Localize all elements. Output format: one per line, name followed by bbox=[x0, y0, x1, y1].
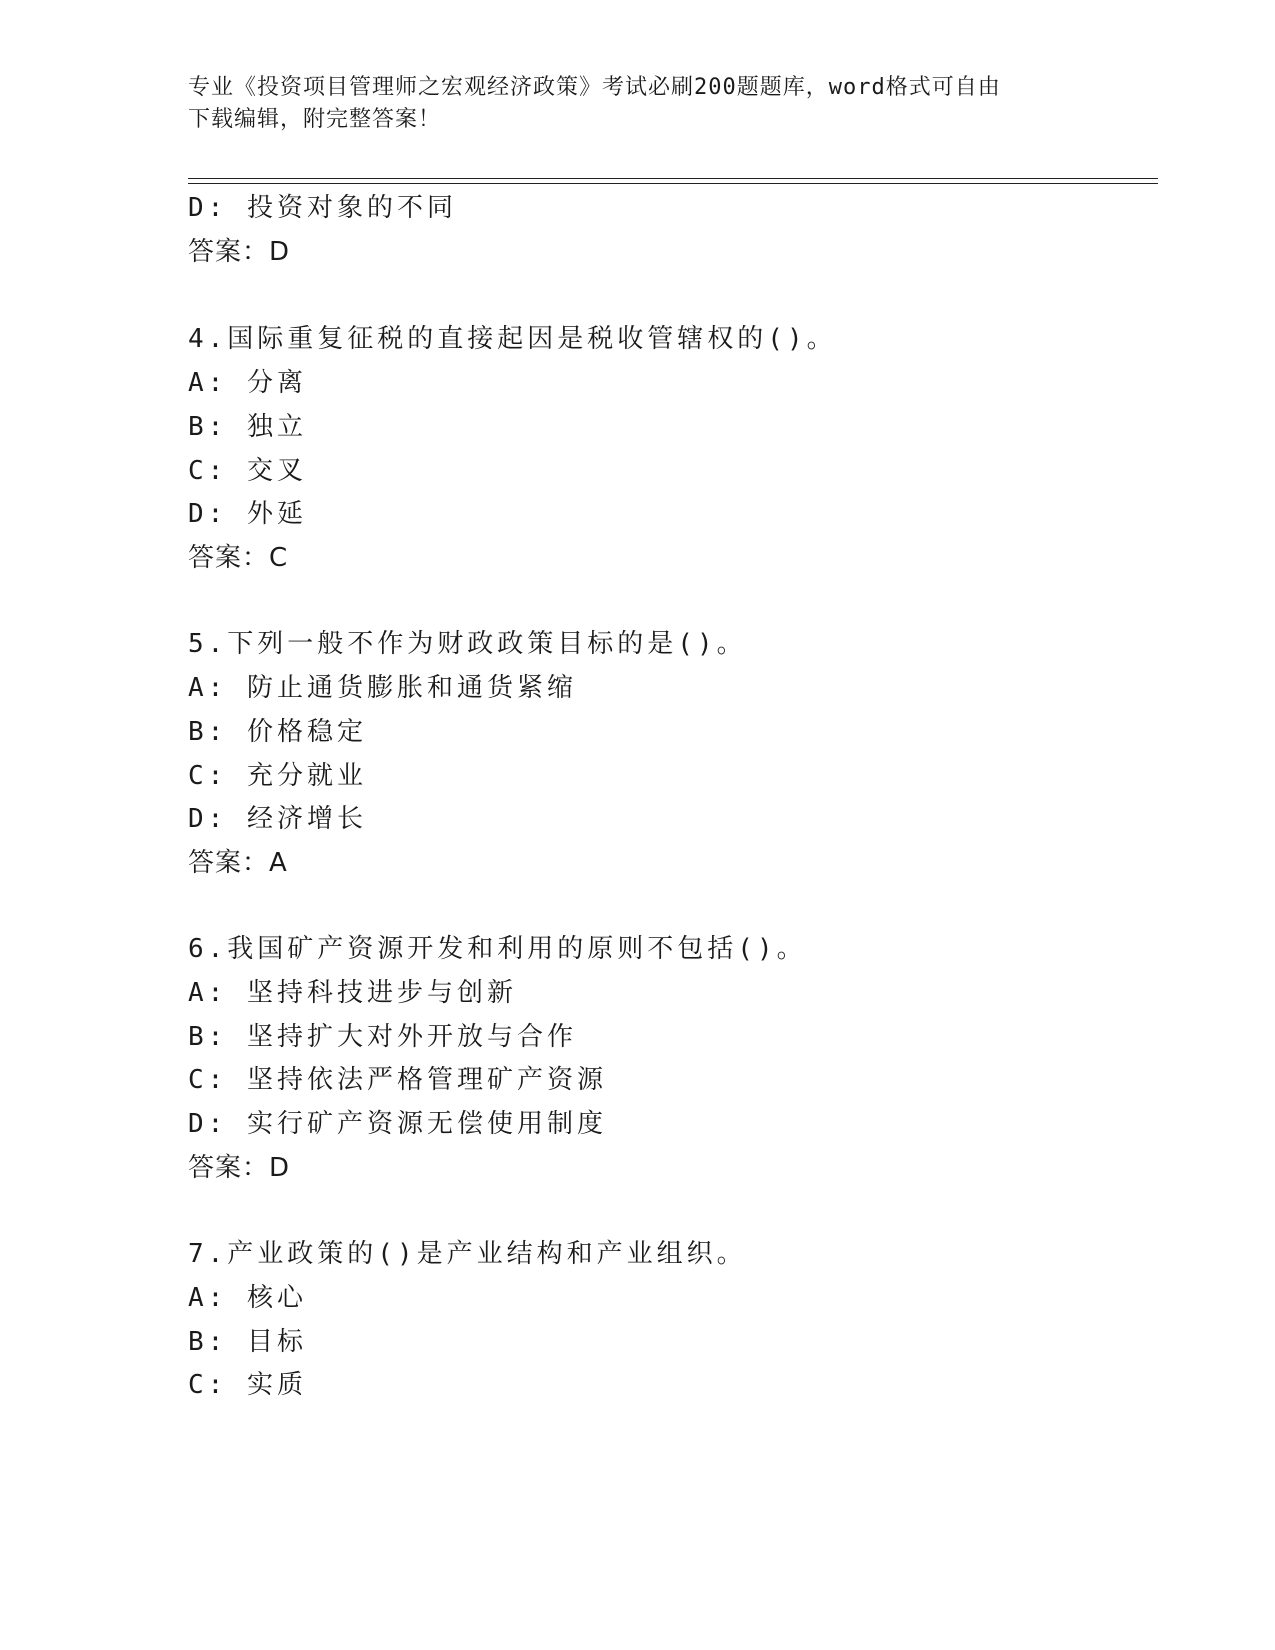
prev-option-d: D: 投资对象的不同 bbox=[188, 193, 457, 223]
q5-option-a: A: 防止通货膨胀和通货紧缩 bbox=[188, 673, 577, 703]
q6-option-a: A: 坚持科技进步与创新 bbox=[188, 978, 517, 1008]
q4-option-c: C: 交叉 bbox=[188, 456, 307, 486]
q7-option-c: C: 实质 bbox=[188, 1370, 307, 1400]
q7-option-b: B: 目标 bbox=[188, 1327, 307, 1357]
q5-stem: 5.下列一般不作为财政政策目标的是()。 bbox=[188, 629, 747, 659]
q4-answer: 答案：C bbox=[188, 543, 289, 573]
q4-option-b: B: 独立 bbox=[188, 412, 307, 442]
q5-answer: 答案：A bbox=[188, 848, 288, 878]
q4-option-d: D: 外延 bbox=[188, 499, 307, 529]
q4-stem: 4.国际重复征税的直接起因是税收管辖权的()。 bbox=[188, 324, 837, 354]
q5-option-b: B: 价格稳定 bbox=[188, 717, 367, 747]
q6-option-b: B: 坚持扩大对外开放与合作 bbox=[188, 1022, 577, 1052]
q4-option-a: A: 分离 bbox=[188, 368, 307, 398]
q5-option-c: C: 充分就业 bbox=[188, 761, 367, 791]
prev-answer: 答案：D bbox=[188, 237, 291, 267]
q6-option-d: D: 实行矿产资源无偿使用制度 bbox=[188, 1109, 607, 1139]
header-line-1: 专业《投资项目管理师之宏观经济政策》考试必刷200题题库，word格式可自由 bbox=[188, 75, 1001, 100]
q5-option-d: D: 经济增长 bbox=[188, 804, 367, 834]
header-divider-top bbox=[188, 178, 1158, 179]
header-divider-bottom bbox=[188, 183, 1158, 184]
header-line-2: 下载编辑，附完整答案！ bbox=[188, 107, 442, 132]
document-header bbox=[188, 72, 1088, 136]
q6-answer: 答案：D bbox=[188, 1153, 291, 1183]
q7-option-a: A: 核心 bbox=[188, 1283, 307, 1313]
q6-option-c: C: 坚持依法严格管理矿产资源 bbox=[188, 1065, 607, 1095]
q7-stem: 7.产业政策的()是产业结构和产业组织。 bbox=[188, 1239, 747, 1269]
q6-stem: 6.我国矿产资源开发和利用的原则不包括()。 bbox=[188, 934, 807, 964]
